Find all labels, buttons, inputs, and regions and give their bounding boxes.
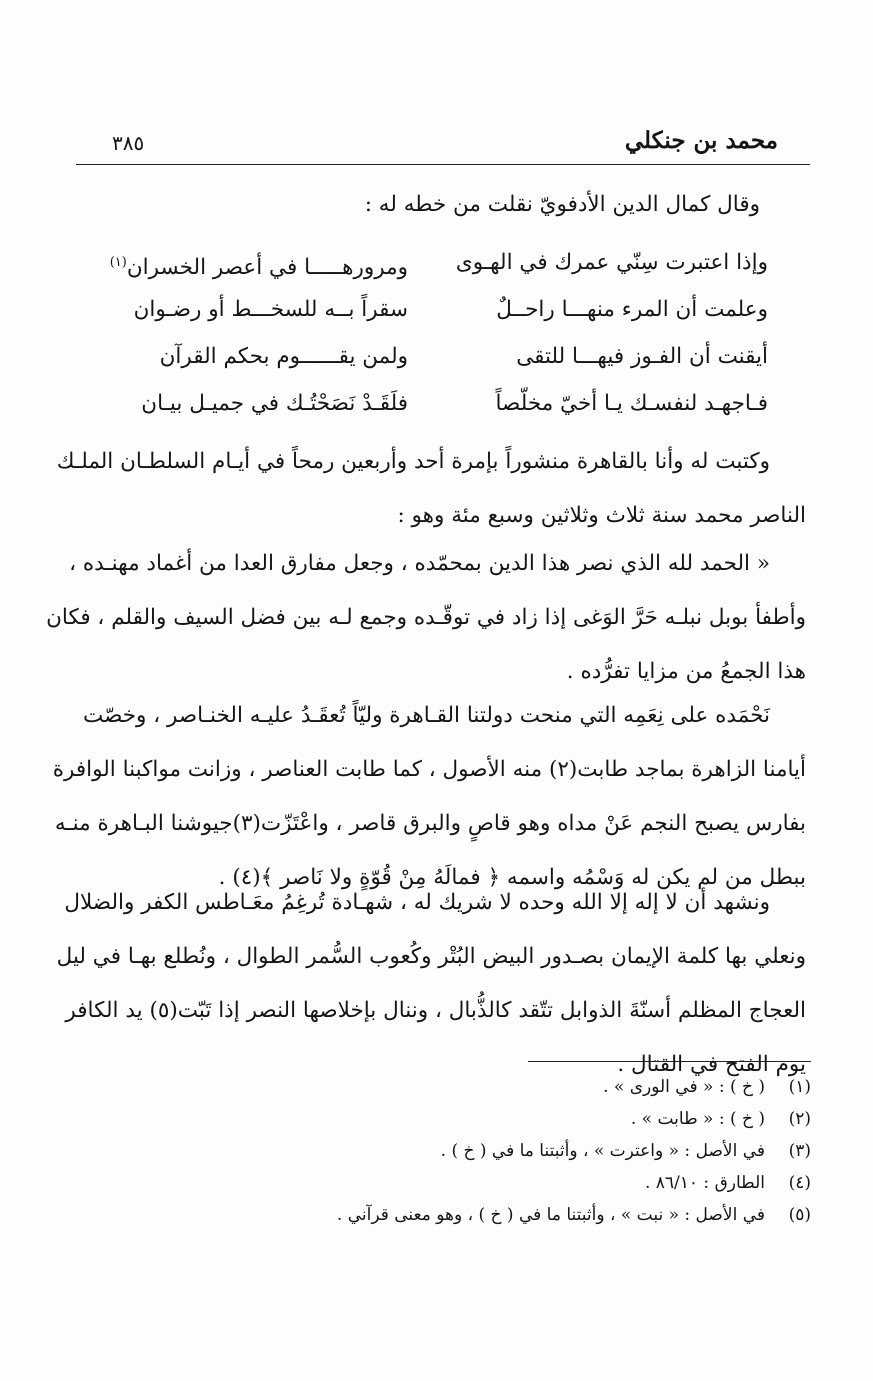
- text-line: العجاج المظلم أسنّةَ الذوابل تتّقد كالذُّبال ، وننال بإخلاصها النصر إذا تَبّت(٥) يد الكافر: [65, 998, 806, 1023]
- footnote-number: (٣): [788, 1141, 811, 1161]
- footnote-number: (١): [788, 1077, 811, 1097]
- verse-second-hemistich: ولمن يقــــــوم بحكم القرآن: [159, 344, 408, 369]
- footnote: [251, 1167, 811, 1199]
- text-line: وكتبت له وأنا بالقاهرة منشوراً بإمرة أحد وأربعين رمحاً في أيـام السلطـان الملـك: [56, 449, 770, 474]
- verse-second-hemistich: سقراً بــه للسخـــط أو رضـوان: [133, 297, 408, 322]
- footnote-text: الطارق : ٨٦/١٠ .: [644, 1173, 765, 1193]
- page-number: ٣٨٥: [112, 131, 145, 155]
- footnote-number: (٢): [788, 1109, 811, 1129]
- verse-line: [108, 286, 768, 333]
- verse-first-hemistich: وإذا اعتبرت سِنّي عمرك في الهـوى: [455, 250, 768, 275]
- text-line: ونشهد أن لا إله إلا الله وحده لا شريك له ، شهـادة تُرغِمُ معَـاطس الكفر والضلال: [64, 890, 770, 915]
- poem: [108, 239, 768, 427]
- verse-line: [108, 239, 768, 286]
- text-line: ونعلي بها كلمة الإيمان بصـدور البيض البُتْر وكُعوب السُّمر الطوال ، ونُطلع بهـا في ليل: [56, 944, 806, 969]
- footnote-text: في الأصل : « واعترت » ، وأثبتنا ما في ( خ ) .: [440, 1141, 765, 1161]
- footnote-marker: (١): [109, 255, 127, 270]
- intro-line: وقال كمال الدين الأدفويّ نقلت من خطه له :: [364, 192, 760, 217]
- verse-line: [108, 380, 768, 427]
- footnote-text: ( خ ) : « طابت » .: [630, 1109, 765, 1129]
- text-line: وأطفأ بوبل نبلـه حَرَّ الوَغى إذا زاد في توقّـده وجمع لـه بين فضل السيف والقلم ، فكان: [46, 605, 806, 630]
- footnote: [251, 1135, 811, 1167]
- footnote: [251, 1103, 811, 1135]
- footnote-number: (٤): [788, 1173, 811, 1193]
- verse-first-hemistich: وعلمت أن المرء منهـــا راحــلٌ: [496, 297, 768, 322]
- running-header-title: محمد بن جنكلي: [624, 127, 778, 154]
- text-line: الناصر محمد سنة ثلاث وثلاثين وسبع مئة وهو :: [397, 503, 806, 528]
- text-line: « الحمد لله الذي نصر هذا الدين بمحمّده ، وجعل مفارق العدا من أغماد مهنـده ،: [69, 551, 770, 576]
- footnote-text: ( خ ) : « في الورى » .: [603, 1077, 765, 1097]
- paragraph-thanks: [52, 689, 806, 905]
- footnote-number: (٥): [788, 1205, 811, 1225]
- text-line: بفارس يصبح النجم عَنْ مداه وهو قاصٍ والبرق قاصر ، واعْتَزّت(٣)جيوشنا البـاهرة منـه: [54, 811, 806, 836]
- verse-line: [108, 333, 768, 380]
- verse-second-hemistich: فلَقَـدْ نَصَحْتُـك في جميـل بيـان: [141, 391, 408, 416]
- paragraph-testimony: [56, 876, 806, 1092]
- text-line: أيامنا الزاهرة بماجد طابت(٢) منه الأصول ، كما طابت العناصر ، وزانت مواكبنا الوافرة: [52, 757, 806, 782]
- footnotes: [251, 1071, 811, 1231]
- text-line: يوم الفتح في القتال .: [617, 1052, 806, 1077]
- footnote-divider: [528, 1061, 811, 1062]
- verse-first-hemistich: فـاجهـد لنفسـك يـا أخيّ مخلّصاً: [495, 391, 768, 416]
- footnote: [251, 1199, 811, 1231]
- text-line: هذا الجمعُ من مزايا تفرُّده .: [566, 659, 806, 684]
- footnote: [251, 1071, 811, 1103]
- text-line: نَحْمَده على نِعَمِه التي منحت دولتنا القـاهرة وليّاً تُعقَـدُ عليـه الخنـاصر ، وخصّت: [83, 703, 770, 728]
- verse-first-hemistich: أيقنت أن الفـوز فيهـــا للتقى: [516, 344, 768, 369]
- paragraph-appointment: [56, 435, 806, 543]
- footnote-text: في الأصل : « نبت » ، وأثبتنا ما في ( خ ) ، وهو معنى قرآني .: [336, 1205, 765, 1225]
- header-divider: [76, 164, 810, 165]
- text-line: ببطل من لم يكن له وَسْمُه واسمه ﴿ فمالَهُ مِنْ قُوّةٍ ولا نَاصر ﴾(٤) .: [218, 865, 806, 890]
- paragraph-praise: [46, 537, 806, 699]
- verse-second-hemistich: ومرورهـــــا في أعصر الخسران$^{(١)}$: [109, 255, 408, 281]
